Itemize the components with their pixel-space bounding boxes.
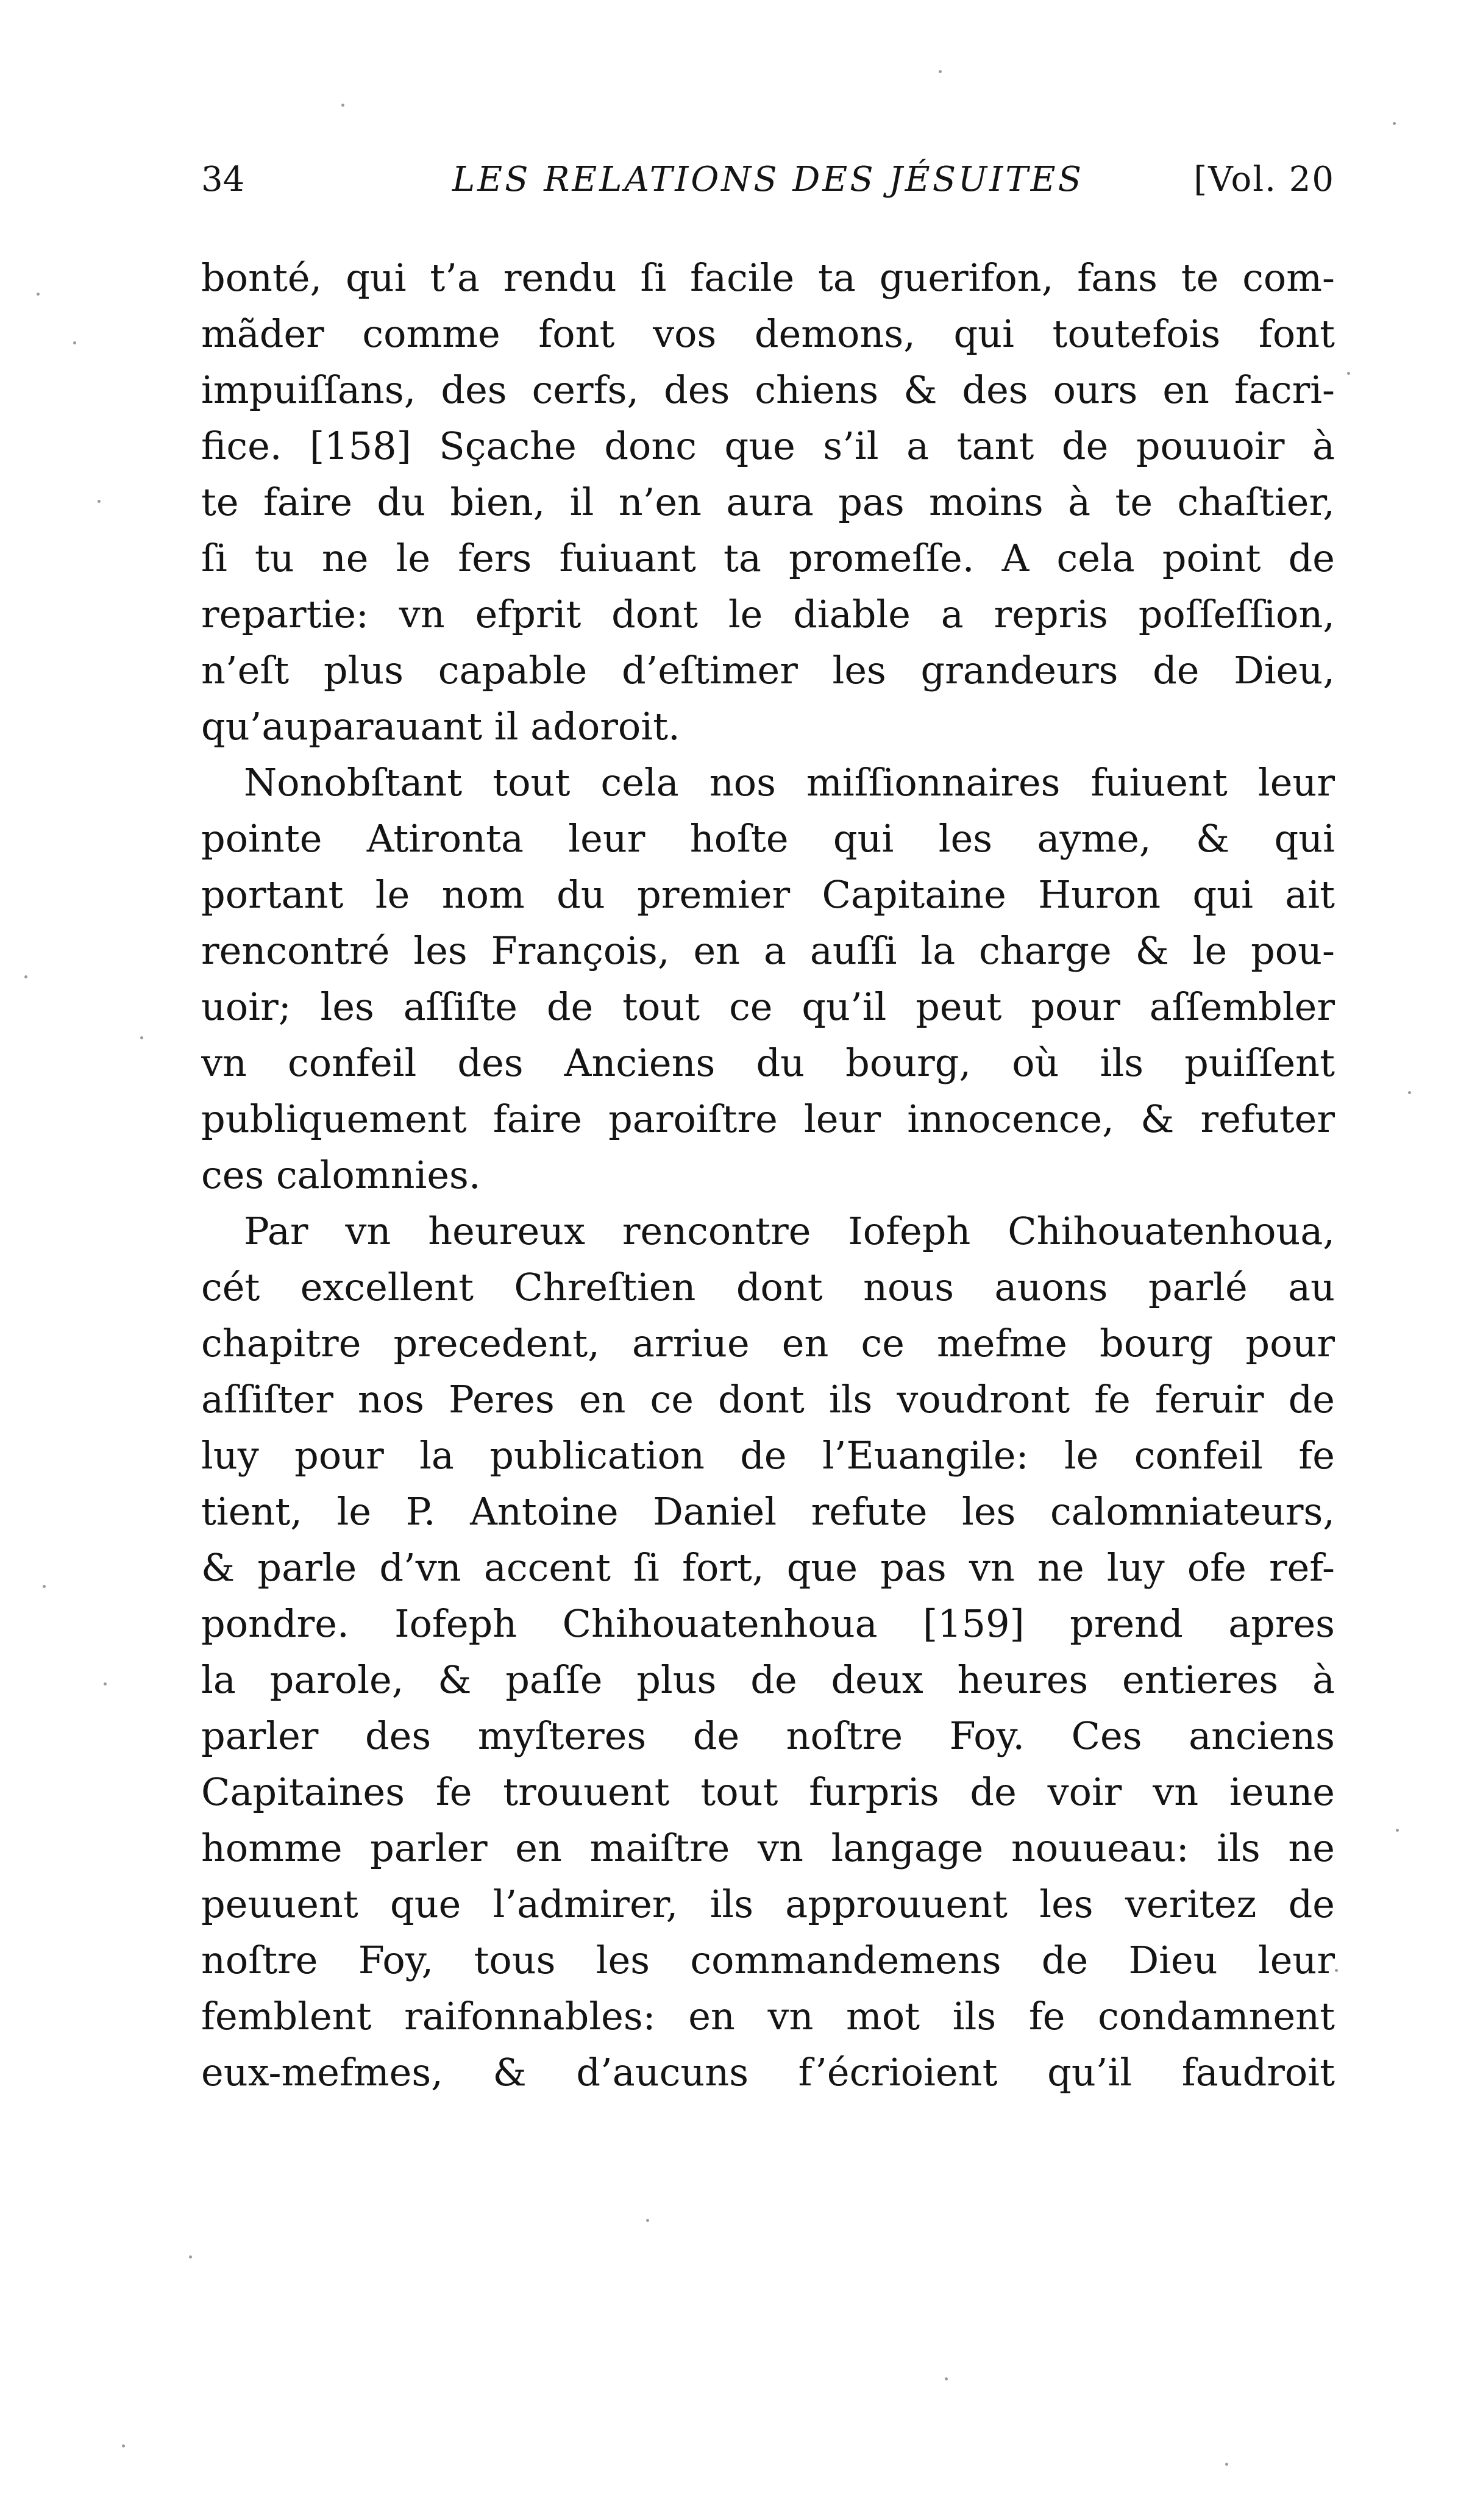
text-line: parler des myſteres de noſtre Foy. Ces anciens bbox=[201, 1714, 1335, 1758]
text-line: mãder comme font vos demons, qui toutefois font bbox=[201, 311, 1335, 356]
text-line: publiquement faire paroiſtre leur innocence, & refuter bbox=[201, 1097, 1335, 1141]
paragraph-last-line: ces calomnies. bbox=[201, 1153, 481, 1197]
paper-speck bbox=[1335, 1969, 1338, 1972]
text-line: tient, le P. Antoine Daniel refute les calomniateurs, bbox=[201, 1489, 1335, 1534]
paper-speck bbox=[104, 1682, 107, 1685]
text-line: ſi tu ne le fers fuiuant ta promeſſe. A cela point de bbox=[201, 536, 1335, 580]
text-line: Capitaines fe trouuent tout furpris de voir vn ieune bbox=[201, 1770, 1335, 1814]
text-line: te faire du bien, il n’en aura pas moins à te chaſtier, bbox=[201, 480, 1335, 524]
paper-speck bbox=[939, 70, 942, 73]
text-line: chapitre precedent, arriue en ce mefme bourg pour bbox=[201, 1321, 1335, 1365]
paper-speck bbox=[341, 104, 344, 107]
paper-speck bbox=[646, 2219, 649, 2222]
text-line: femblent raifonnables: en vn mot ils fe condamnent bbox=[201, 1994, 1335, 2038]
paper-speck bbox=[24, 975, 27, 978]
text-line: n’eſt plus capable d’eſtimer les grandeurs de Dieu, bbox=[201, 648, 1335, 692]
paper-speck bbox=[43, 1585, 46, 1588]
text-line: fice. [158] Sçache donc que s’il a tant de pouuoir à bbox=[201, 424, 1335, 468]
paper-speck bbox=[1225, 2463, 1228, 2466]
paper-speck bbox=[945, 2377, 948, 2380]
paper-speck bbox=[1396, 1829, 1399, 1832]
page-number: 34 bbox=[201, 160, 245, 199]
paragraph-last-line: qu’auparauant il adoroit. bbox=[201, 704, 680, 749]
paper-speck bbox=[73, 341, 76, 344]
text-line: impuiſſans, des cerfs, des chiens & des ours en facri- bbox=[201, 368, 1335, 412]
volume-label: [Vol. 20 bbox=[1193, 160, 1335, 199]
body-text bbox=[201, 250, 1335, 2101]
paper-speck bbox=[98, 500, 101, 503]
text-line: peuuent que l’admirer, ils approuuent les veritez de bbox=[201, 1882, 1335, 1926]
page-header bbox=[201, 155, 1335, 204]
paragraph-first-line: Par vn heureux rencontre Iofeph Chihouatenhoua, bbox=[244, 1209, 1335, 1253]
paragraph-first-line: Nonobſtant tout cela nos miſſionnaires fuiuent leur bbox=[244, 760, 1335, 805]
text-line: homme parler en maiſtre vn langage nouueau: ils ne bbox=[201, 1826, 1335, 1870]
text-line: vn confeil des Anciens du bourg, où ils puiſſent bbox=[201, 1041, 1335, 1085]
paper-speck bbox=[140, 1036, 143, 1039]
paper-speck bbox=[122, 2444, 125, 2447]
text-line: pointe Atironta leur hoſte qui les ayme, & qui bbox=[201, 816, 1335, 861]
text-line: pondre. Iofeph Chihouatenhoua [159] prend apres bbox=[201, 1601, 1335, 1646]
paper-speck bbox=[1347, 372, 1350, 375]
text-line: noſtre Foy, tous les commandemens de Dieu leur bbox=[201, 1938, 1335, 1982]
text-line: eux-mefmes, & d’aucuns f’écrioient qu’il faudroit bbox=[201, 2050, 1335, 2095]
text-line: rencontré les François, en a auſſi la charge & le pou- bbox=[201, 928, 1335, 973]
paper-speck bbox=[1408, 1091, 1411, 1094]
text-line: & parle d’vn accent ſi fort, que pas vn ne luy ofe ref- bbox=[201, 1545, 1335, 1590]
paper-speck bbox=[189, 2255, 192, 2258]
running-title: LES RELATIONS DES JÉSUITES bbox=[452, 160, 1084, 199]
text-line: portant le nom du premier Capitaine Huron qui ait bbox=[201, 872, 1335, 917]
paper-speck bbox=[1393, 122, 1396, 125]
text-line: bonté, qui t’a rendu ſi facile ta guerifon, fans te com- bbox=[201, 255, 1335, 300]
text-line: luy pour la publication de l’Euangile: le confeil fe bbox=[201, 1433, 1335, 1478]
paper-speck bbox=[37, 293, 40, 296]
text-line: aſſiſter nos Peres en ce dont ils voudront fe feruir de bbox=[201, 1377, 1335, 1422]
text-line: repartie: vn efprit dont le diable a repris poſſeſſion, bbox=[201, 592, 1335, 636]
text-line: uoir; les aſſiſte de tout ce qu’il peut pour aſſembler bbox=[201, 984, 1335, 1029]
text-line: la parole, & paſſe plus de deux heures entieres à bbox=[201, 1657, 1335, 1702]
text-line: cét excellent Chreſtien dont nous auons parlé au bbox=[201, 1265, 1335, 1309]
